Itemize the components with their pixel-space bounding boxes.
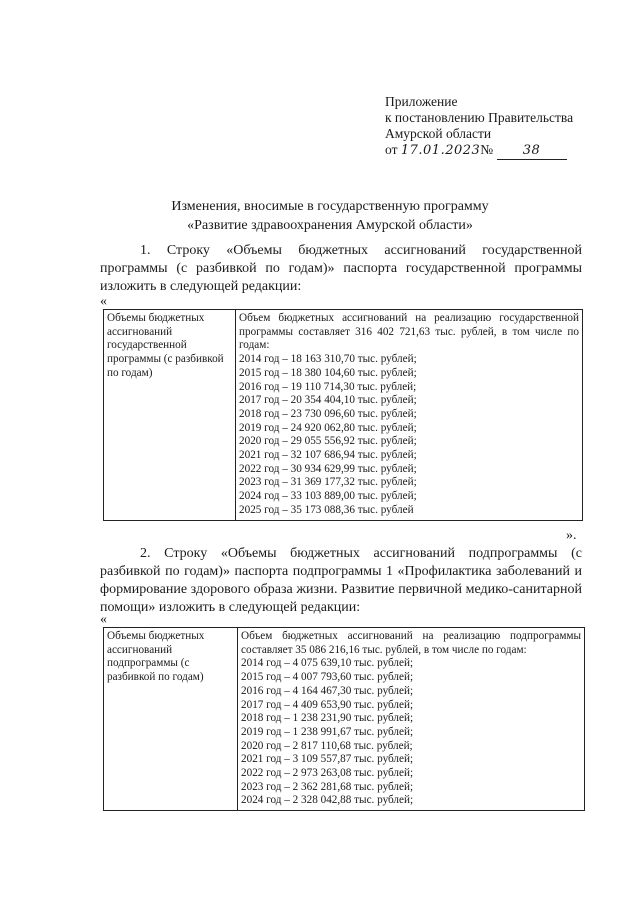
handwritten-number: 38	[497, 143, 567, 160]
table-2-year-row: 2016 год – 4 164 467,30 тыс. рублей;	[241, 684, 414, 697]
appendix-date-line	[385, 142, 573, 160]
table-1-year-row: 2019 год – 24 920 062,80 тыс. рублей;	[239, 421, 417, 434]
appendix-line-2: к постановлению Правительства	[385, 110, 574, 125]
table-1-intro: Объем бюджетных ассигнований на реализацию государственной программы составляет 316 402 721,63 тыс. рублей, в том числе по годам:	[239, 312, 579, 352]
table-1-year-row: 2025 год – 35 173 088,36 тыс. рублей	[239, 503, 414, 516]
section-1-close-quote: ».	[566, 528, 577, 543]
table-2-year-row: 2017 год – 4 409 653,90 тыс. рублей;	[241, 698, 414, 711]
table-2-year-row: 2022 год – 2 973 263,08 тыс. рублей;	[241, 767, 414, 780]
appendix-line-1: Приложение	[385, 94, 458, 109]
table-1-year-row: 2024 год – 33 103 889,00 тыс. рублей;	[239, 490, 417, 503]
date-prefix: от	[385, 142, 398, 157]
appendix-line-3: Амурской области	[385, 126, 492, 141]
table-2-year-row: 2018 год – 1 238 231,90 тыс. рублей;	[241, 712, 414, 725]
section-1-text: 1. Строку «Объемы бюджетных ассигнований государственной программы (с разбивкой по годам)» паспорта государственной программы изложить в следующей редакции:	[100, 243, 582, 294]
budget-table-program	[103, 309, 583, 521]
table-2-year-row: 2020 год – 2 817 110,68 тыс. рублей;	[241, 739, 413, 752]
table-2-label: Объемы бюджетных ассигнований подпрограммы (с разбивкой по годам)	[104, 628, 238, 811]
section-1-open-quote: «	[100, 294, 107, 309]
table-1-year-row: 2014 год – 18 163 310,70 тыс. рублей;	[239, 353, 417, 366]
number-prefix: №	[480, 142, 494, 157]
table-1-label: Объемы бюджетных ассигнований государственной программы (с разбивкой по годам)	[104, 310, 236, 521]
table-2-year-row: 2014 год – 4 075 639,10 тыс. рублей;	[241, 657, 414, 670]
title-line-1: Изменения, вносимые в государственную программу	[171, 199, 489, 214]
table-2-year-row: 2021 год – 3 109 557,87 тыс. рублей;	[241, 753, 414, 766]
table-2-year-row: 2019 год – 1 238 991,67 тыс. рублей;	[241, 725, 414, 738]
budget-table-subprogram	[103, 627, 585, 811]
table-2-year-row: 2015 год – 4 007 793,60 тыс. рублей;	[241, 671, 414, 684]
table-1-year-row: 2016 год – 19 110 714,30 тыс. рублей;	[239, 380, 417, 393]
table-1-year-row: 2015 год – 18 380 104,60 тыс. рублей;	[239, 366, 417, 379]
table-1-values	[236, 310, 583, 521]
table-2-year-row: 2024 год – 2 328 042,88 тыс. рублей;	[241, 794, 414, 807]
table-1-year-row: 2017 год – 20 354 404,10 тыс. рублей;	[239, 394, 417, 407]
appendix-header	[385, 94, 573, 160]
table-1-year-row: 2022 год – 30 934 629,99 тыс. рублей;	[239, 462, 417, 475]
table-1-year-row: 2018 год – 23 730 096,60 тыс. рублей;	[239, 407, 417, 420]
title-line-2: «Развитие здравоохранения Амурской области»	[187, 218, 473, 233]
table-2-values	[238, 628, 585, 811]
handwritten-date: 17.01.2023	[400, 143, 481, 158]
table-2-year-row: 2023 год – 2 362 281,68 тыс. рублей;	[241, 780, 414, 793]
section-2-text: 2. Строку «Объемы бюджетных ассигнований подпрограммы (с разбивкой по годам)» паспорта подпрограммы 1 «Профилактика заболеваний и формирование здорового образа жизни. Развитие первичной медико-санитарной помощи» изложить в следующей редакции:	[100, 546, 582, 615]
section-2-open-quote: «	[100, 612, 107, 627]
document-title	[90, 197, 570, 235]
table-1-year-row: 2020 год – 29 055 556,92 тыс. рублей;	[239, 435, 417, 448]
table-1-year-row: 2021 год – 32 107 686,94 тыс. рублей;	[239, 449, 417, 462]
table-2-intro: Объем бюджетных ассигнований на реализацию подпрограммы составляет 35 086 216,16 тыс. рублей, в том числе по годам:	[241, 630, 581, 656]
table-1-year-row: 2023 год – 31 369 177,32 тыс. рублей;	[239, 476, 417, 489]
